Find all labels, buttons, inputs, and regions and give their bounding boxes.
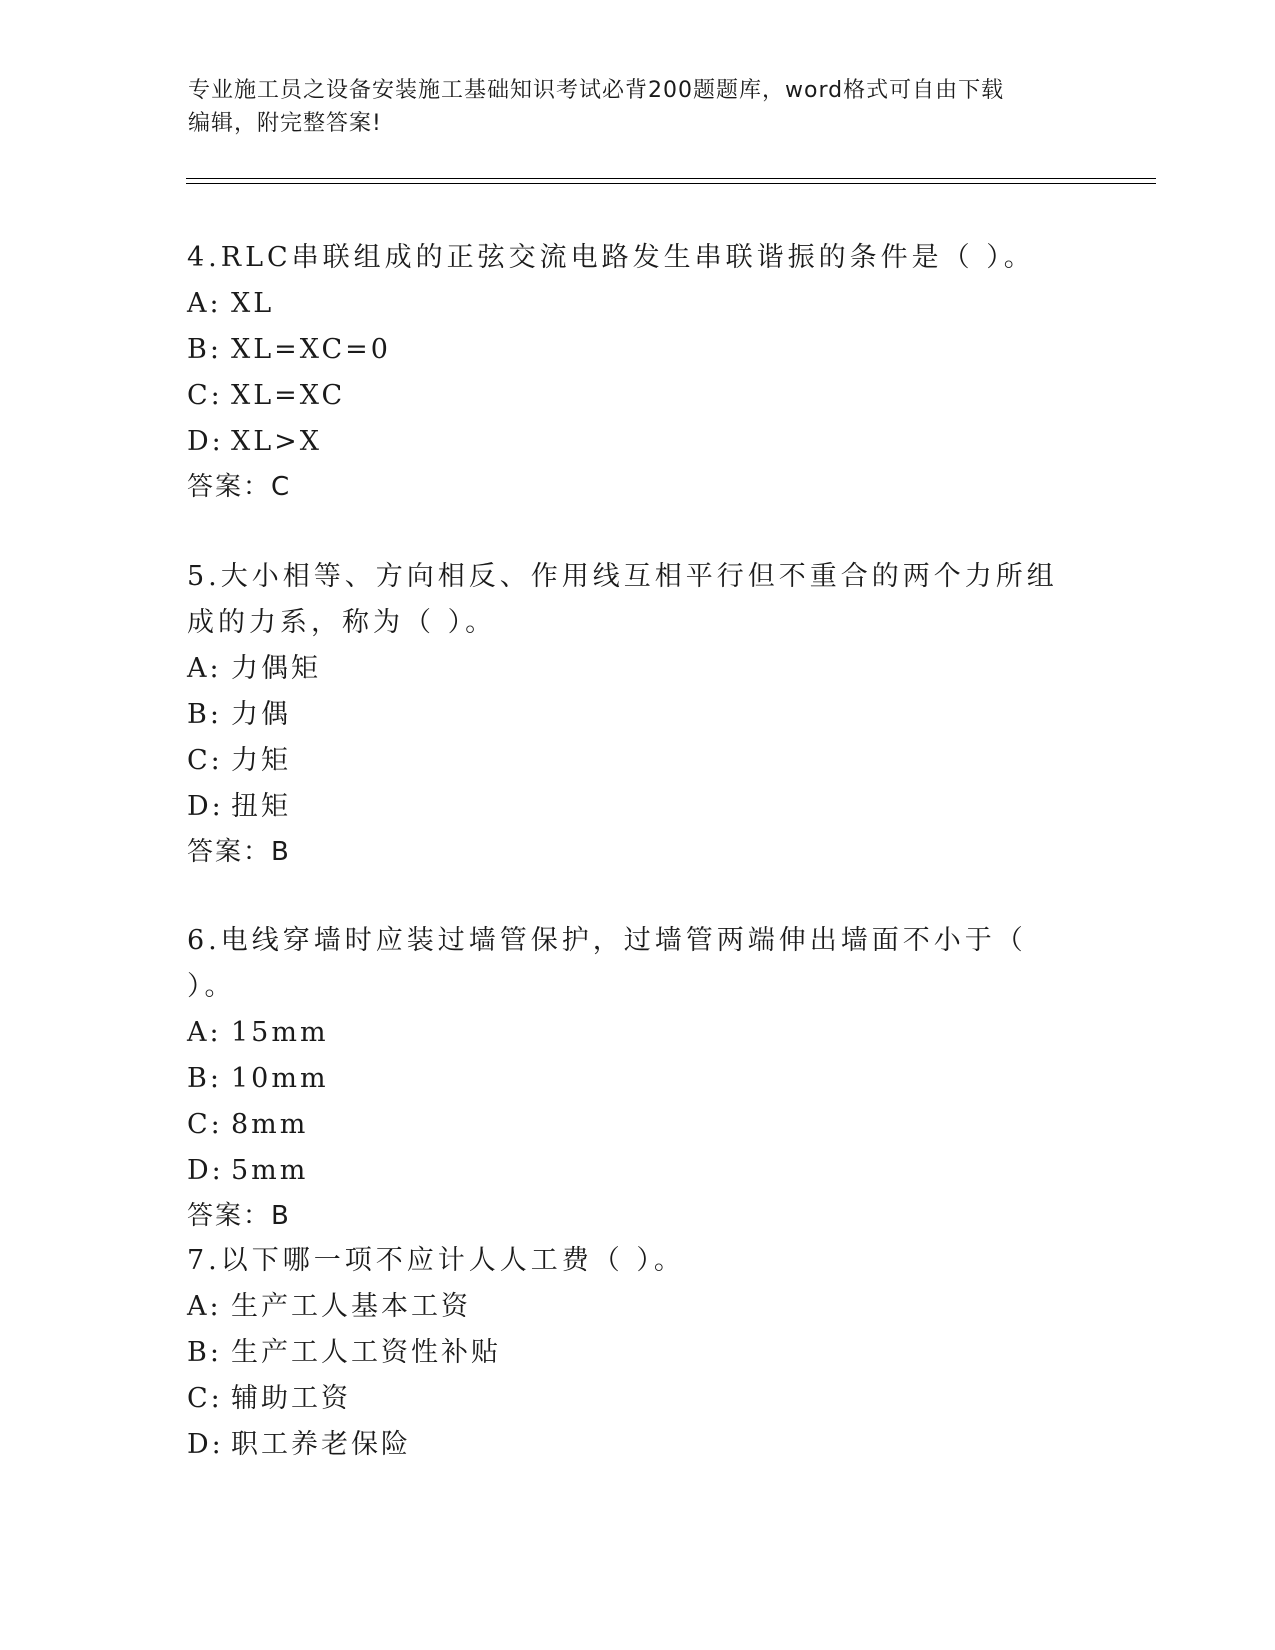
question-7 [187,1238,1087,1468]
question-text: 6.电线穿墙时应装过墙管保护，过墙管两端伸出墙面不小于（ ）。 [187,925,1027,1002]
option-letter: C: [187,1383,223,1414]
option-c [187,373,1087,419]
option-text: 力偶矩 [231,653,321,684]
header-divider-top [186,178,1156,179]
option-c [187,1102,1087,1148]
option-letter: B: [187,699,222,730]
option-text: 生产工人工资性补贴 [231,1337,501,1368]
header-line-2: 编辑，附完整答案! [188,111,382,136]
answer-line: 答案：B [187,1201,291,1231]
option-text: 辅助工资 [231,1383,351,1414]
option-letter: D: [187,1155,224,1186]
option-letter: A: [187,1291,222,1322]
option-text: XL=XC [231,380,346,411]
answer-line: 答案：B [187,837,291,867]
option-letter: D: [187,1429,224,1460]
option-c [187,738,1087,784]
option-a [187,1284,1087,1330]
option-text: 8mm [231,1109,309,1140]
option-text: 力矩 [231,745,291,776]
option-b [187,1056,1087,1102]
option-letter: D: [187,426,224,457]
question-text: 5.大小相等、方向相反、作用线互相平行但不重合的两个力所组成的力系，称为（ ）。 [187,561,1058,638]
option-d [187,784,1087,830]
option-a [187,1010,1087,1056]
option-text: 15mm [231,1017,329,1048]
question-text: 7.以下哪一项不应计人人工费（ ）。 [187,1245,685,1276]
option-text: 力偶 [231,699,291,730]
option-text: 5mm [231,1155,309,1186]
option-b [187,327,1087,373]
question-4 [187,235,1087,509]
option-letter: A: [187,653,222,684]
option-letter: B: [187,1337,222,1368]
option-text: 生产工人基本工资 [231,1291,471,1322]
answer-line: 答案：C [187,472,292,502]
option-text: XL [231,288,275,319]
option-text: 10mm [231,1063,329,1094]
option-a [187,646,1087,692]
option-letter: B: [187,1063,222,1094]
option-letter: B: [187,334,222,365]
option-text: 扭矩 [231,791,291,822]
header-divider-bottom [186,183,1156,184]
option-text: 职工养老保险 [231,1429,411,1460]
question-text: 4.RLC串联组成的正弦交流电路发生串联谐振的条件是（ ）。 [187,242,1035,273]
option-letter: C: [187,1109,223,1140]
option-d [187,419,1087,465]
question-5 [187,554,1087,874]
option-a [187,281,1087,327]
option-d [187,1422,1087,1468]
option-letter: A: [187,288,222,319]
option-b [187,1330,1087,1376]
option-b [187,692,1087,738]
option-letter: D: [187,791,224,822]
document-header [188,74,1068,140]
option-letter: C: [187,745,223,776]
option-c [187,1376,1087,1422]
option-text: XL>X [231,426,322,457]
header-line-1: 专业施工员之设备安装施工基础知识考试必背200题题库，word格式可自由下载 [188,78,1005,103]
option-letter: C: [187,380,223,411]
option-d [187,1148,1087,1194]
question-6 [187,918,1087,1238]
option-letter: A: [187,1017,222,1048]
option-text: XL=XC=0 [231,334,391,365]
